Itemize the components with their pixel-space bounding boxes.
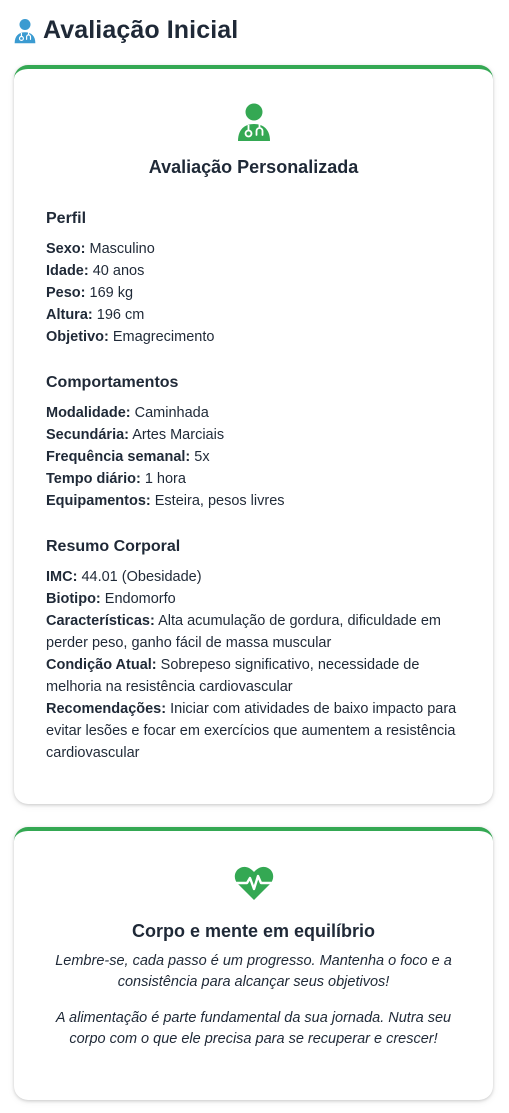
row-value: Artes Marciais [132,427,225,443]
page-header [14,16,238,45]
row-value: Sobrepeso significativo, necessidade de melhoria na resistência cardiovascular [46,657,420,695]
info-row [46,282,461,304]
info-row [46,610,461,654]
row-value: Alta acumulação de gordura, dificuldade em perder peso, ganho fácil de massa muscular [46,613,441,651]
nutrition-quote: A alimentação é parte fundamental da sua jornada. Nutra seu corpo com o que ele precisa para se recuperar e crescer! [55,1010,452,1047]
info-row [46,446,461,468]
row-label: Peso: [46,285,86,301]
comportamentos-section [14,374,493,512]
info-row [46,238,461,260]
row-label: Biotipo: [46,591,101,607]
doctor-icon [14,18,36,44]
section-heading: Perfil [46,210,87,227]
row-label: Idade: [46,263,89,279]
row-label: Modalidade: [46,405,131,421]
row-value: 5x [194,449,210,465]
info-row [46,326,461,348]
row-value: 44.01 (Obesidade) [81,569,202,585]
page-title: Avaliação Inicial [43,16,239,44]
info-row [46,698,461,764]
assessment-card [14,65,493,804]
row-label: Características: [46,613,155,629]
info-row [46,424,461,446]
row-value: 40 anos [92,263,145,279]
row-label: Objetivo: [46,329,109,345]
resumo-corporal-section [14,538,493,764]
info-row [46,304,461,326]
row-label: Secundária: [46,427,129,443]
doctor-icon [237,103,271,141]
perfil-section [14,210,493,348]
row-value: Emagrecimento [112,329,215,345]
row-label: Altura: [46,307,93,323]
info-row [46,566,461,588]
info-row [46,588,461,610]
row-label: Recomendações: [46,701,167,717]
row-value: 196 cm [96,307,145,323]
info-row [46,260,461,282]
info-row [46,468,461,490]
row-label: Condição Atual: [46,657,157,673]
row-label: Tempo diário: [46,471,141,487]
row-value: 169 kg [89,285,134,301]
row-value: 1 hora [144,471,186,487]
row-label: Frequência semanal: [46,449,191,465]
row-label: Sexo: [46,241,86,257]
row-value: Esteira, pesos livres [154,493,285,509]
card-title: Corpo e mente em equilíbrio [131,921,376,941]
row-label: IMC: [46,569,78,585]
info-row [46,490,461,512]
row-label: Equipamentos: [46,493,151,509]
motivation-quote: Lembre-se, cada passo é um progresso. Mantenha o foco e a consistência para alcançar seus objetivos! [55,953,452,990]
info-row [46,402,461,424]
section-heading: Resumo Corporal [46,538,181,555]
section-heading: Comportamentos [46,374,179,391]
row-value: Endomorfo [104,591,176,607]
row-value: Caminhada [134,405,209,421]
card-title: Avaliação Personalizada [148,157,359,177]
heartbeat-icon [234,865,274,901]
row-value: Masculino [89,241,155,257]
motivation-card [14,827,493,1100]
info-row [46,654,461,698]
row-value: Iniciar com atividades de baixo impacto para evitar lesões e focar em exercícios que aumentem a resistência cardiovascular [46,701,457,761]
